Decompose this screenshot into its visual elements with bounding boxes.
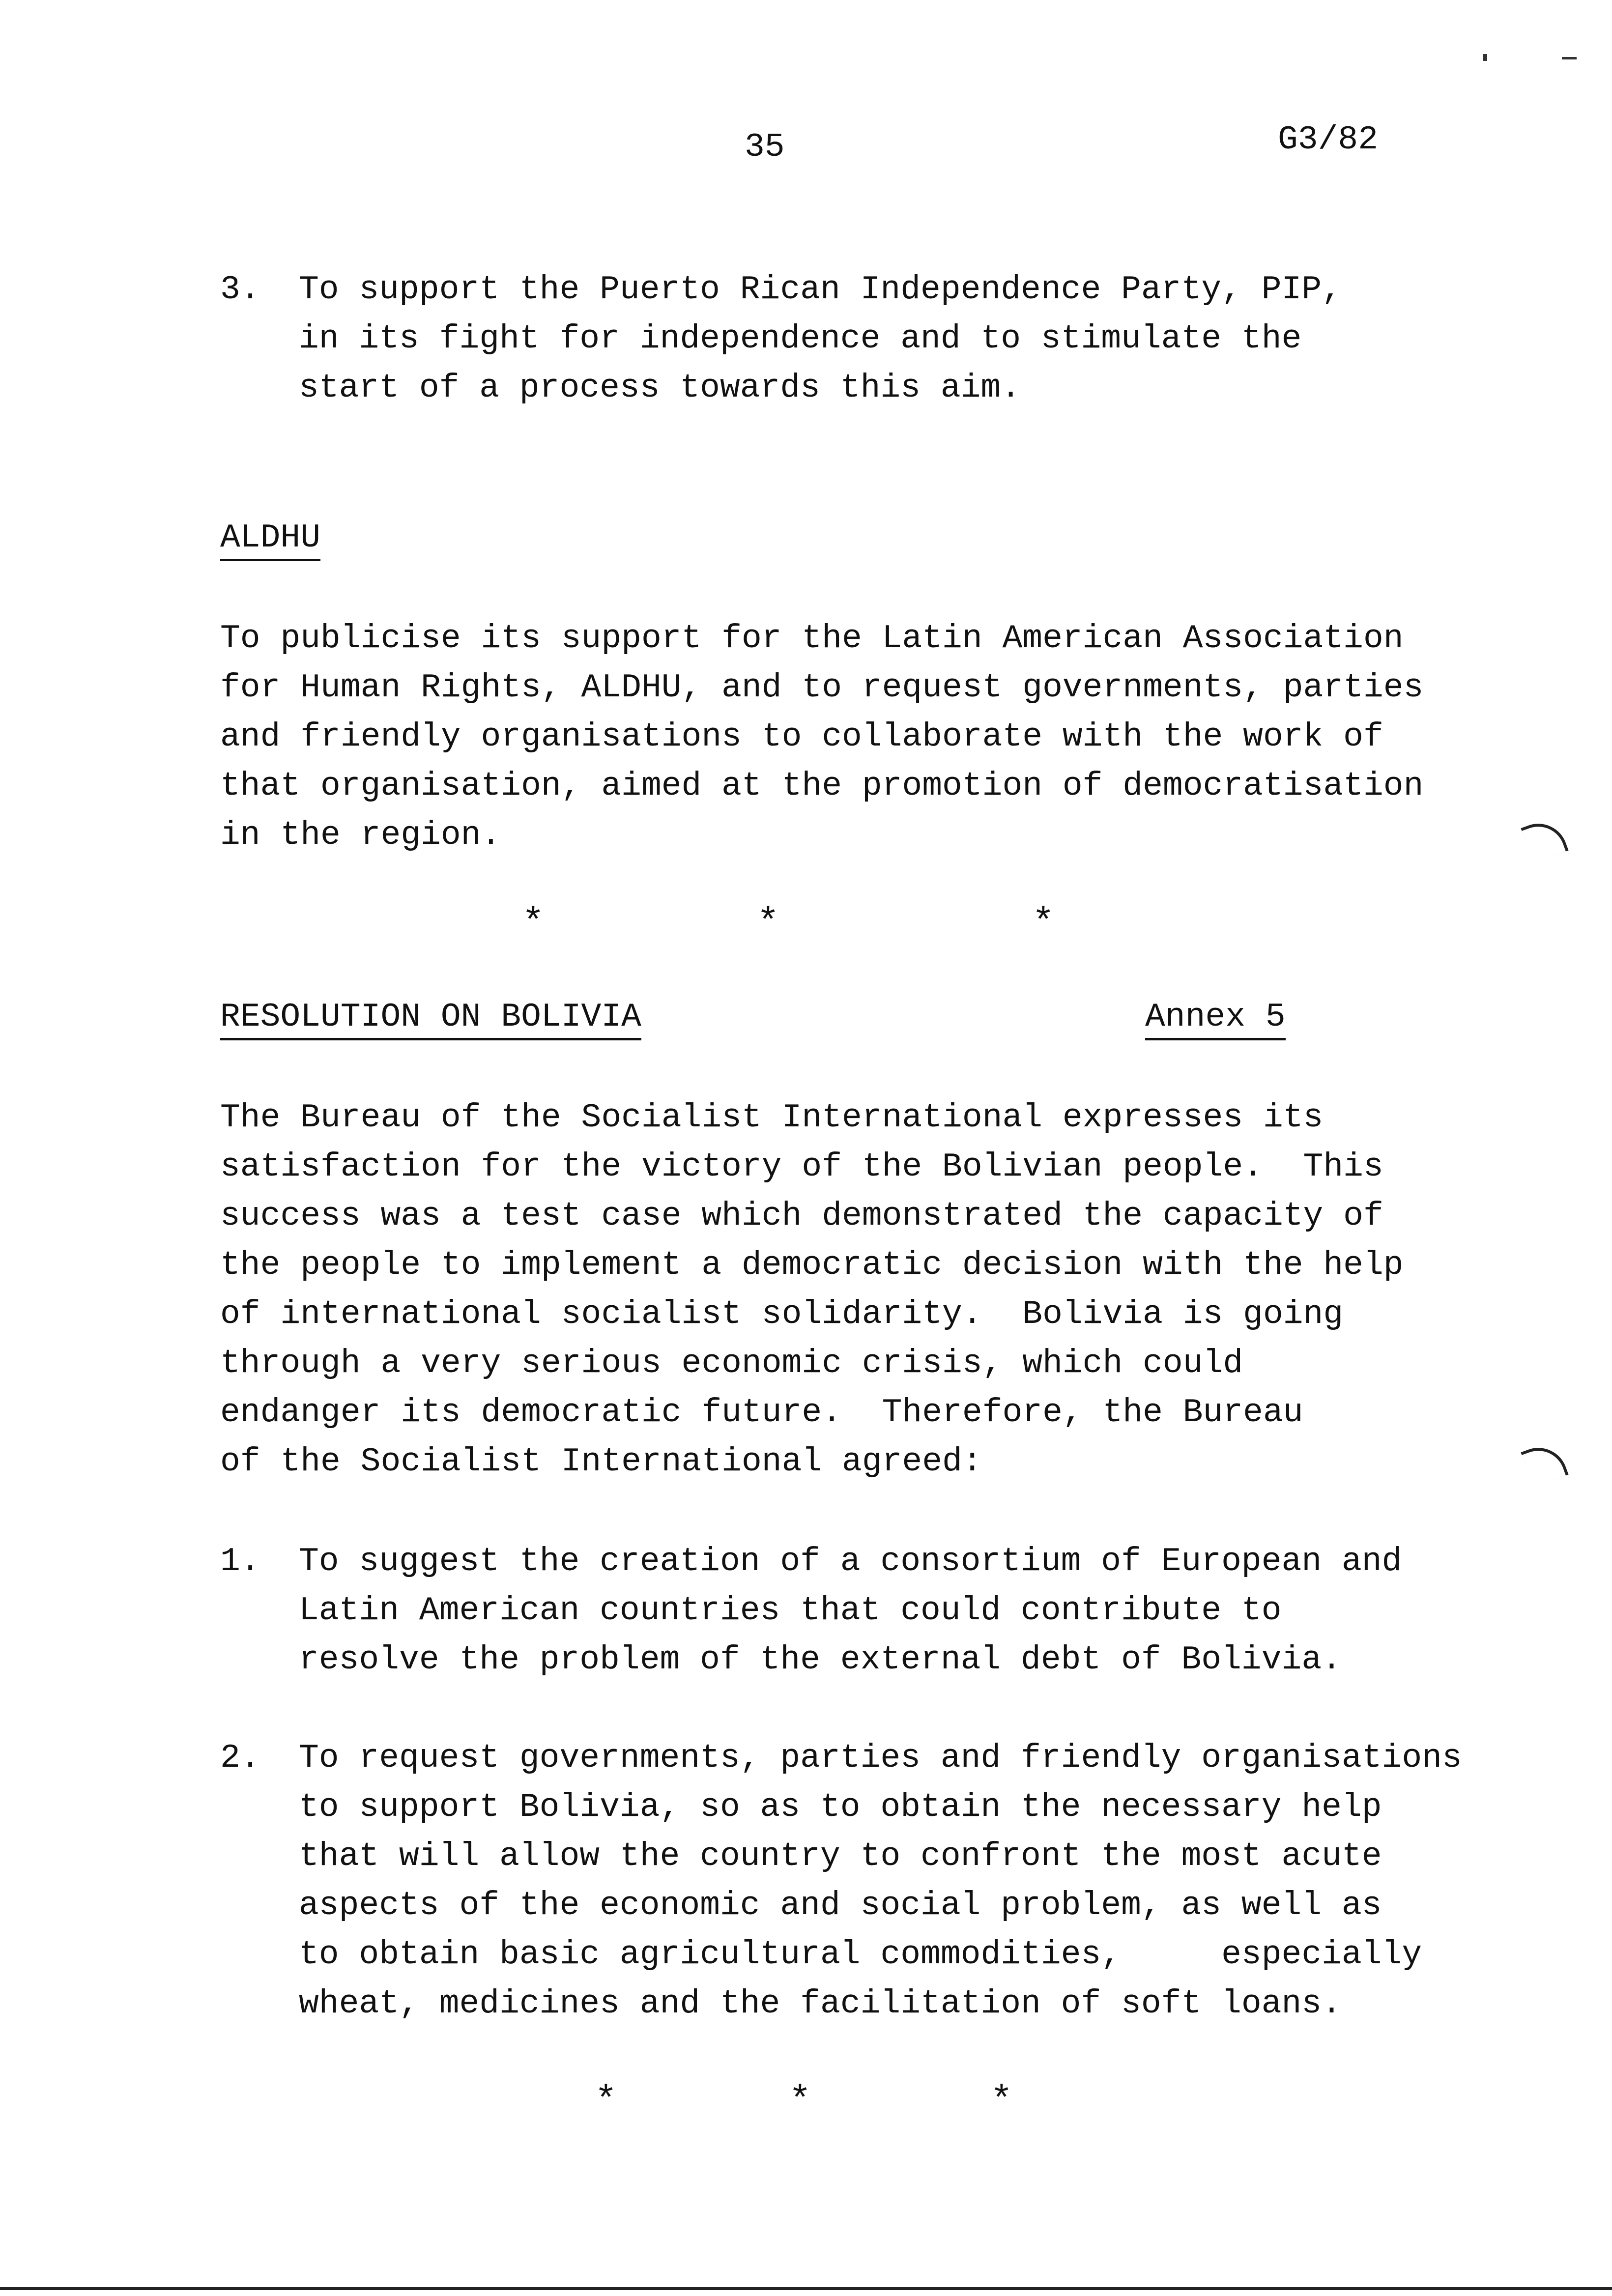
paragraph-line: and friendly organisations to collaborate with the work of [220, 718, 1383, 756]
page-number: 35 [745, 128, 785, 166]
separator-star: * [522, 902, 545, 944]
bottom-rule [0, 2287, 1612, 2290]
document-code: G3/82 [1278, 121, 1379, 159]
paragraph-line: To support the Puerto Rican Independence Party, PIP, [299, 271, 1342, 309]
paragraph-line: of the Socialist International agreed: [220, 1443, 982, 1481]
paragraph-line: To suggest the creation of a consortium of European and [299, 1543, 1402, 1580]
separator-star: * [757, 902, 779, 944]
paragraph-line: To publicise its support for the Latin American Association [220, 620, 1404, 658]
paragraph-line: to support Bolivia, so as to obtain the necessary help [299, 1788, 1382, 1826]
paragraph-line: in its fight for independence and to stimulate the [299, 320, 1302, 358]
scan-speck-icon [1483, 54, 1487, 61]
paragraph-line: success was a test case which demonstrated the capacity of [220, 1197, 1383, 1235]
paragraph-line: to obtain basic agricultural commodities, especially [299, 1936, 1422, 1974]
paragraph-line: that will allow the country to confront the most acute [299, 1837, 1382, 1875]
paragraph-line: To request governments, parties and friendly organisations [299, 1739, 1462, 1777]
separator-star: * [990, 2080, 1013, 2122]
item-number: 2. [220, 1739, 260, 1777]
margin-mark-icon [1521, 815, 1568, 863]
paragraph-line: resolve the problem of the external debt of Bolivia. [299, 1641, 1342, 1679]
separator-star: * [1032, 902, 1055, 944]
paragraph-line: The Bureau of the Socialist International expresses its [220, 1099, 1324, 1137]
paragraph-line: the people to implement a democratic decision with the help [220, 1246, 1404, 1284]
paragraph-line: satisfaction for the victory of the Bolivian people. This [220, 1148, 1383, 1186]
item-number: 3. [220, 271, 260, 309]
paragraph-line: for Human Rights, ALDHU, and to request governments, parties [220, 669, 1424, 707]
section-heading: ALDHU [220, 518, 320, 561]
paragraph-line: of international socialist solidarity. Bolivia is going [220, 1295, 1344, 1333]
paragraph-line: that organisation, aimed at the promotion of democratisation [220, 767, 1424, 805]
paragraph-line: Latin American countries that could contribute to [299, 1592, 1282, 1630]
paragraph-line: wheat, medicines and the facilitation of soft loans. [299, 1985, 1342, 2023]
paragraph-line: in the region. [220, 816, 501, 854]
paragraph-line: aspects of the economic and social problem, as well as [299, 1887, 1382, 1924]
margin-mark-icon [1521, 1439, 1568, 1487]
item-number: 1. [220, 1543, 260, 1580]
annex-label: Annex 5 [1145, 998, 1286, 1040]
section-heading: RESOLUTION ON BOLIVIA [220, 998, 641, 1040]
separator-star: * [595, 2080, 617, 2122]
scan-speck-icon [1562, 57, 1577, 59]
paragraph-line: through a very serious economic crisis, which could [220, 1345, 1243, 1382]
separator-star: * [789, 2080, 811, 2122]
paragraph-line: endanger its democratic future. Therefore, the Bureau [220, 1394, 1303, 1432]
paragraph-line: start of a process towards this aim. [299, 369, 1021, 407]
